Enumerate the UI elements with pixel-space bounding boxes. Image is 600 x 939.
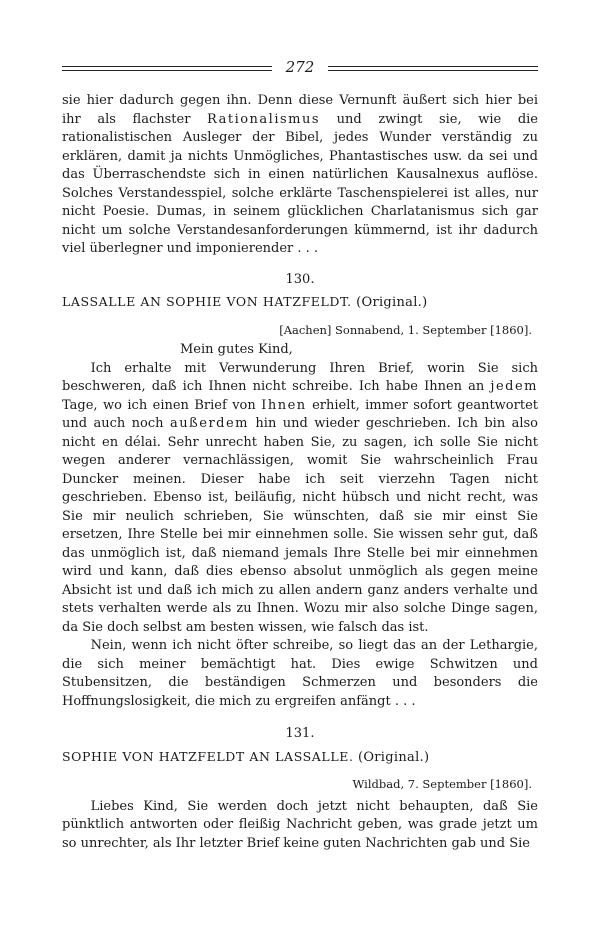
paragraph-continued [62,92,538,259]
page-number: 272 [285,58,315,76]
text: und zwingt sie, wie die rationalistischen Ausleger der Bibel, jedes Wunder verständig zu erklären, damit ja nichts Unmögliches, Phantastisches usw. da sei und das Überraschendste sich in einen natürlichen Kausalnexus auflöse. Solches Verstandesspiel, solche erklärte Taschenspielerei ist alles, nur nicht Poesie. Dumas, in seinem glücklichen Charlatanismus sich gar nicht um solche Verstandesanforderungen kümmernd, ist ihr dadurch viel überlegner und imponierender . . . [62,111,538,256]
letter-number-130: 130. [285,271,315,287]
letter-130-paragraph-1 [62,360,538,638]
emphasis: jedem [490,379,538,394]
emphasis: Ihnen [261,397,307,413]
letter-date-131: Wildbad, 7. September [1860]. [352,777,532,791]
header-rule-right [328,66,538,71]
letter-130-paragraph-2: Nein, wenn ich nicht öfter schreibe, so liegt das an der Lethargie, die sich meiner bemächtigt hat. Dies ewige Schwitzen und Stubensitzen, die beständigen Schmerzen und besonders die Hoffnungslosigkeit, die mich zu ergreifen anfängt . . . [62,638,538,709]
letter-title-131 [62,748,538,768]
text: erhielt, immer sofort geantwortet und auch noch [62,397,538,431]
text: hin und wieder geschrieben. Ich bin also nicht en délai. Sehr unrecht haben Sie, zu sagen, ich solle Sie nicht wegen anderer vernachlässigen, womit Sie wahrscheinlich Frau Duncker meinen. Dieser habe ich seit vierzehn Tagen nicht geschrieben. Ebenso ist, beiläufig, nicht hübsch und nicht recht, was Sie mir neulich schrieben, Sie wünschten, daß sie mir einst Sie ersetzen, Ihre Stelle bei mir einnehmen solle. Sie wissen sehr gut, daß das unmöglich ist, daß niemand jemals Ihre Stelle bei mir einnehmen wird und kann, daß dies ebenso absolut unmöglich als gegen meine Absicht ist und daß ich mich zu allen andern ganz anders verhalte und stets verhalten werde als zu Ihnen. Wozu mir also solche Dinge sagen, da Sie doch selbst am besten wissen, wie falsch das ist. [62,416,539,635]
letter-title-tail: (Original.) [351,295,428,310]
letter-title-caps: LASSALLE AN SOPHIE VON HATZFELDT. [62,294,352,309]
letter-greeting: Mein gutes Kind, [180,342,293,357]
page-header [62,58,538,80]
text: sie hier dadurch gegen ihn. Denn diese Vernunft äußert sich hier bei ihr als flachster [62,93,538,127]
letter-title-130 [62,293,538,313]
emphasis: außerdem [169,416,249,431]
letter-title-caps: SOPHIE VON HATZFELDT AN LASSALLE. [62,748,354,764]
emphasis: Rationalismus [207,111,321,127]
page-body [62,92,538,853]
letter-131-paragraph-1: Liebes Kind, Sie werden doch jetzt nicht behaupten, daß Sie pünktlich antworten oder fleißig Nachricht geben, was grade jetzt um so unrechter, als Ihr letzter Brief keine guten Nachrichten gab und Sie [62,798,538,851]
text: Ich erhalte mit Verwunderung Ihren Brief, worin Sie sich beschweren, daß ich Ihnen nicht schreibe. Ich habe Ihnen an [62,360,538,394]
letter-date-130: [Aachen] Sonnabend, 1. September [1860]. [279,322,532,337]
text: Tage, wo ich einen Brief von [62,397,262,413]
letter-number-131: 131. [285,726,315,741]
letter-title-tail: (Original.) [353,749,430,765]
